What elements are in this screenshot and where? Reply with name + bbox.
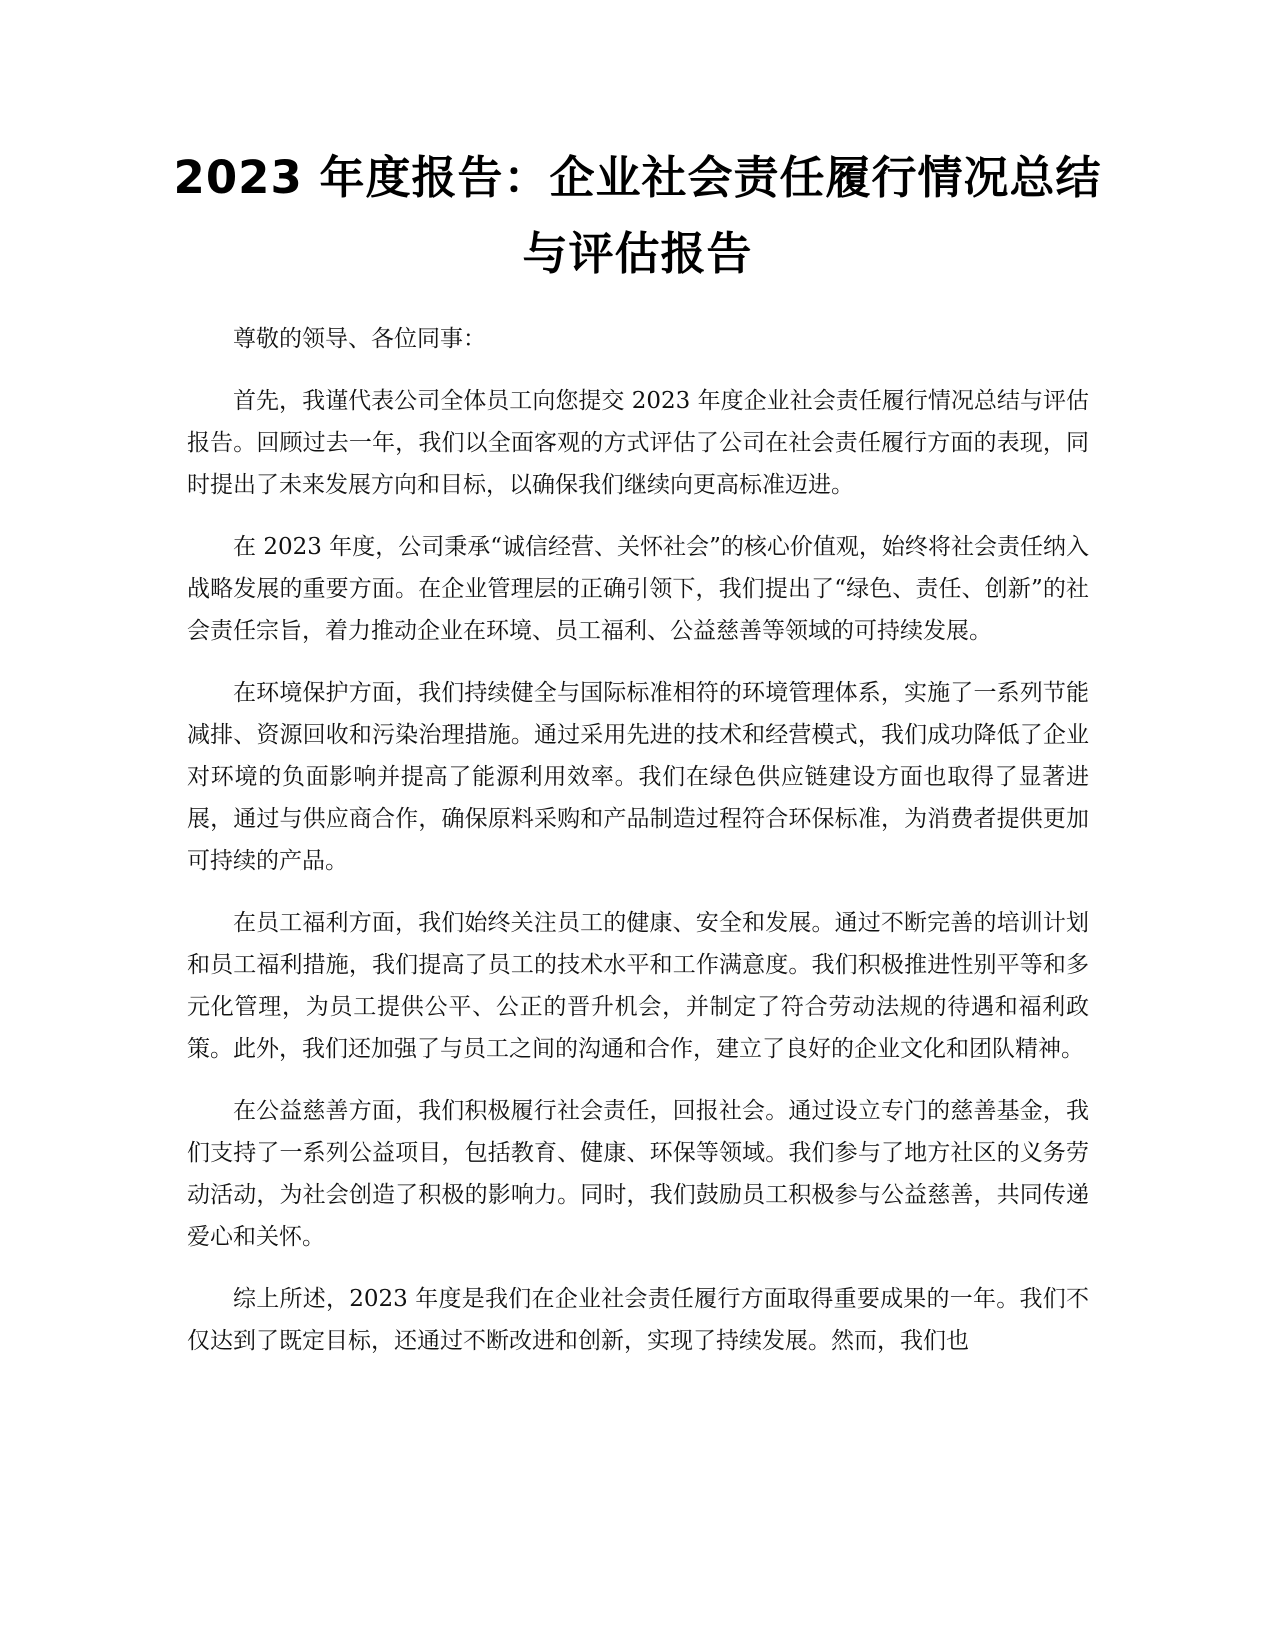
paragraph-employee-welfare: 在员工福利方面，我们始终关注员工的健康、安全和发展。通过不断完善的培训计划和员工福利措施，我们提高了员工的技术水平和工作满意度。我们积极推进性别平等和多元化管理，为员工提供公平、公正的晋升机会，并制定了符合劳动法规的待遇和福利政策。此外，我们还加强了与员工之间的沟通和合作，建立了良好的企业文化和团队精神。 — [187, 910, 1089, 1062]
paragraph-intro: 首先，我谨代表公司全体员工向您提交 2023 年度企业社会责任履行情况总结与评估报告。回顾过去一年，我们以全面客观的方式评估了公司在社会责任履行方面的表现，同时提出了未来发展方向和目标，以确保我们继续向更高标准迈进。 — [187, 388, 1089, 498]
salutation: 尊敬的领导、各位同事： — [233, 326, 486, 352]
paragraph-environment: 在环境保护方面，我们持续健全与国际标准相符的环境管理体系，实施了一系列节能减排、资源回收和污染治理措施。通过采用先进的技术和经营模式，我们成功降低了企业对环境的负面影响并提高了能源利用效率。我们在绿色供应链建设方面也取得了显著进展，通过与供应商合作，确保原料采购和产品制造过程符合环保标准，为消费者提供更加可持续的产品。 — [187, 680, 1089, 874]
document-title: 2023 年度报告：企业社会责任履行情况总结与评估报告 — [173, 151, 1102, 280]
paragraph-charity: 在公益慈善方面，我们积极履行社会责任，回报社会。通过设立专门的慈善基金，我们支持了一系列公益项目，包括教育、健康、环保等领域。我们参与了地方社区的义务劳动活动，为社会创造了积极的影响力。同时，我们鼓励员工积极参与公益慈善，共同传递爱心和关怀。 — [187, 1098, 1089, 1250]
paragraph-summary: 综上所述，2023 年度是我们在企业社会责任履行方面取得重要成果的一年。我们不仅达到了既定目标，还通过不断改进和创新，实现了持续发展。然而，我们也 — [187, 1286, 1089, 1354]
paragraph-core-values: 在 2023 年度，公司秉承“诚信经营、关怀社会”的核心价值观，始终将社会责任纳入战略发展的重要方面。在企业管理层的正确引领下，我们提出了“绿色、责任、创新”的社会责任宗旨，着力推动企业在环境、员工福利、公益慈善等领域的可持续发展。 — [187, 534, 1089, 644]
document-body — [187, 318, 1089, 1382]
